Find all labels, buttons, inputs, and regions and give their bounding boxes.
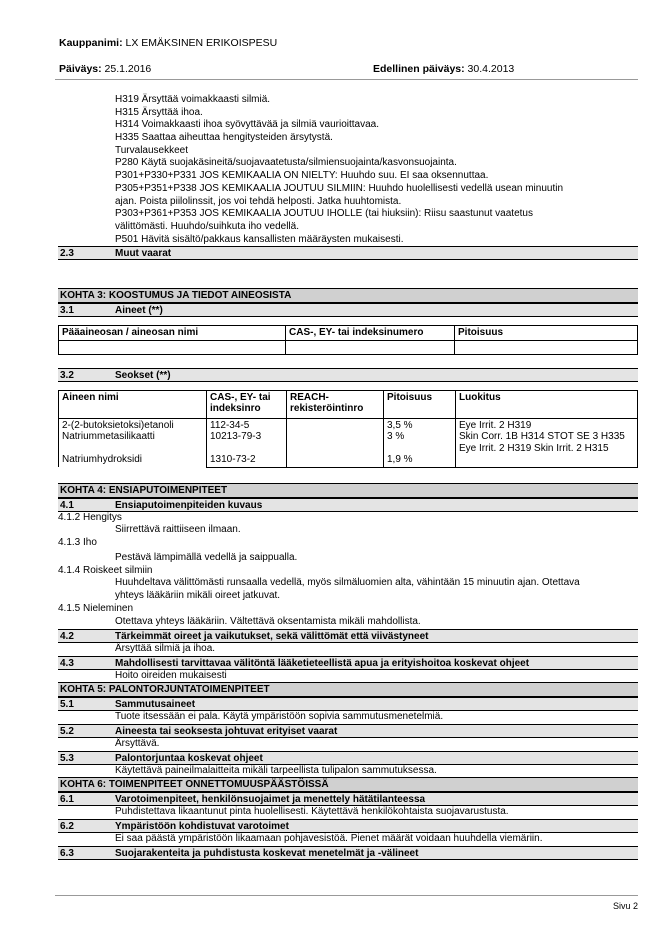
substances-table [58,325,638,355]
section-text: Käytettävä paineilmalaitteita mikäli tarpeellista tulipalon sammutuksessa. [115,764,437,776]
subsection-text: Otettava yhteys lääkäriin. Vältettävä oksentamista mikäli mahdollista. [115,616,421,628]
section-number: 2.3 [60,248,74,260]
hazard-line: H319 Ärsyttää voimakkaasti silmiä. [115,94,271,105]
table-header: CAS-, EY- tai indeksinro [207,390,287,418]
section-title: Muut vaarat [115,248,172,260]
hazard-line: ajan. Poista piilolinssit, jos voi tehdä helposti. Jatka huuhtomista. [115,195,402,207]
section-number: 3.1 [60,305,74,317]
table-cell: Natriummetasilikaatti [62,431,155,443]
date-label: Päiväys: [59,63,102,75]
section-title: Ympäristöön kohdistuvat varotoimet [115,821,289,833]
subsection-text: Siirrettävä raittiiseen ilmaan. [115,524,241,536]
table-row [207,418,287,467]
section-title: Aineet (**) [115,305,163,317]
section-number: 4.1 [60,499,74,511]
section-title: Seokset (**) [115,369,171,381]
section-number: 4.3 [60,657,74,669]
section-6-2 [58,819,638,833]
table-cell: 2-(2-butoksietoksi)etanoli [62,419,174,431]
table-header: Pitoisuus [455,326,638,341]
previous-date [373,63,514,75]
table-header: Aineen nimi [59,390,207,418]
hazard-line: H314 Voimakkaasti ihoa syövyttävää ja silmiä vaurioittavaa. [115,119,380,131]
subsection-label: 4.1.3 Iho [58,537,97,549]
hazard-line: Turvalausekkeet [115,144,188,156]
section-5-3 [58,751,638,765]
section-number: 5.3 [60,752,74,764]
page-number: Sivu 2 [612,901,638,911]
section-number: 4.2 [60,630,74,642]
table-header: REACH-rekisteröintinro [287,390,384,418]
table-cell [286,340,455,354]
trade-name-label: Kauppanimi: [59,37,123,49]
section-text: Ärsyttää silmiä ja ihoa. [115,642,216,654]
document-body [58,94,638,860]
section-2-3 [58,246,638,260]
table-cell: 3 % [387,431,405,443]
section-title: Mahdollisesti tarvittavaa välitöntä lääketieteellistä apua ja erityishoitoa koskevat ohjeet [115,657,530,669]
header-divider [55,79,638,80]
table-cell: Eye Irrit. 2 H319 [459,419,532,431]
mixtures-table [58,390,638,468]
date-value: 25.1.2016 [104,63,152,75]
section-text: Hoito oireiden mukaisesti [115,669,227,681]
section-6-1 [58,792,638,806]
subsection-label: 4.1.5 Nieleminen [58,602,134,614]
section-text: Ärsyttävä. [115,738,160,749]
prev-date-label: Edellinen päiväys: [373,63,465,75]
table-cell: Natriumhydroksidi [62,454,143,466]
section-5-1 [58,697,638,711]
table-header: Luokitus [456,390,638,418]
trade-name [59,37,277,49]
table-cell: 3,5 % [387,419,413,431]
section-3-2 [58,368,638,382]
section-title: Aineesta tai seoksesta johtuvat erityiset vaarat [115,726,338,737]
table-cell: 1310-73-2 [210,454,256,466]
section-number: 6.1 [60,794,74,806]
section-title: Tärkeimmät oireet ja vaikutukset, sekä välittömät että viivästyneet [115,630,429,642]
table-cell: 1,9 % [387,454,413,466]
issue-date [59,63,151,75]
section-title: Ensiaputoimenpiteiden kuvaus [115,499,263,511]
table-cell [455,340,638,354]
section-text: Ei saa päästä ympäristöön likaamaan pohjavesistöä. Pienet määrät voidaan huuhdella viemäriin. [115,833,543,845]
hazard-line: H335 Saattaa aiheuttaa hengitysteiden ärsytystä. [115,132,333,144]
section-4-2 [58,629,638,643]
hazard-statements [58,94,638,246]
hazard-line: välittömästi. Huuhdo/suihkuta iho vedellä. [115,220,299,232]
table-row [287,418,384,467]
kohta-3-header: KOHTA 3: KOOSTUMUS JA TIEDOT AINEOSISTA [58,288,638,303]
table-row [456,418,638,467]
table-cell [59,340,286,354]
hazard-line: H315 Ärsyttää ihoa. [115,106,203,118]
section-number: 6.3 [60,847,74,859]
subsection-label: 4.1.4 Roiskeet silmiin [58,564,153,576]
subsection-text: yhteys lääkäriin mikäli oireet jatkuvat. [115,589,281,601]
hazard-line: P303+P361+P353 JOS KEMIKAALIA JOUTUU IHOLLE (tai hiuksiin): Riisu saastunut vaatetus [115,208,533,220]
section-5-2 [58,724,638,738]
trade-name-value: LX EMÄKSINEN ERIKOISPESU [125,37,278,49]
subsection-label: 4.1.2 Hengitys [58,511,122,523]
table-cell: 10213-79-3 [210,431,262,443]
prev-date-value: 30.4.2013 [467,63,515,75]
section-6-3 [58,846,638,860]
kohta-6-header: KOHTA 6: TOIMENPITEET ONNETTOMUUSPÄÄSTÖISSÄ [58,777,638,792]
table-row [59,418,207,467]
hazard-line: P280 Käytä suojakäsineitä/suojavaatetusta/silmiensuojainta/kasvonsuojainta. [115,157,457,169]
section-number: 5.2 [60,726,74,737]
kohta-5-header: KOHTA 5: PALONTORJUNTATOIMENPITEET [58,682,638,697]
table-cell: Skin Corr. 1B H314 STOT SE 3 H335 [459,431,625,443]
table-cell: Eye Irrit. 2 H319 Skin Irrit. 2 H315 [459,442,609,454]
subsection-text: Huuhdeltava välittömästi runsaalla vedellä, myös silmäluomien alta, vähintään 15 minuutin ajan. Otettava [115,577,580,589]
table-row [384,418,456,467]
table-header: Pitoisuus [384,390,456,418]
table-header: CAS-, EY- tai indeksinumero [286,326,455,341]
section-text: Puhdistettava likaantunut pinta huolellisesti. Käytettävä henkilökohtaista suojavarustusta. [115,806,509,818]
section-4-1 [58,498,638,512]
section-number: 6.2 [60,821,74,833]
subsection-text: Pestävä lämpimällä vedellä ja saippualla. [115,551,298,563]
section-number: 3.2 [60,369,74,381]
section-text: Tuote itsessään ei pala. Käytä ympäristöön sopivia sammutusmenetelmiä. [115,711,444,723]
kohta-4-header: KOHTA 4: ENSIAPUTOIMENPITEET [58,483,638,498]
hazard-line: P501 Hävitä sisältö/pakkaus kansallisten määräysten mukaisesti. [115,233,404,245]
table-header: Pääaineosan / aineosan nimi [59,326,286,341]
footer-divider [55,895,638,896]
hazard-line: P305+P351+P338 JOS KEMIKAALIA JOUTUU SILMIIN: Huuhdo huolellisesti vedellä usean minuutin [115,182,564,194]
section-title: Suojarakenteita ja puhdistusta koskevat menetelmät ja -välineet [115,847,419,859]
section-number: 5.1 [60,699,74,711]
section-3-1 [58,303,638,317]
section-title: Palontorjuntaa koskevat ohjeet [115,752,263,764]
hazard-line: P301+P330+P331 JOS KEMIKAALIA ON NIELTY: Huuhdo suu. EI saa oksennuttaa. [115,170,489,182]
table-cell: 112-34-5 [210,419,250,431]
section-title: Varotoimenpiteet, henkilönsuojaimet ja menettely hätätilanteessa [115,794,426,806]
section-4-3 [58,656,638,670]
section-title: Sammutusaineet [115,699,196,711]
